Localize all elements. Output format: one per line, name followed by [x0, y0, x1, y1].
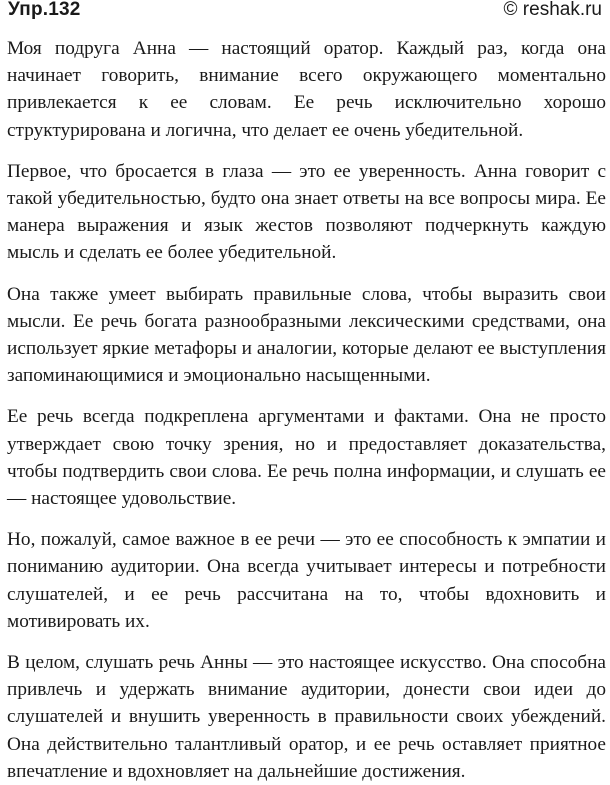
paragraph-5: Но, пожалуй, самое важное в ее речи — это ее способность к эмпатии и пониманию аудитории. Она всегда учитывает интересы и потребности слушателей, и ее речь рассчитана на то, чтобы вдохновить и мотивировать их.	[7, 529, 606, 632]
paragraph-3: Она также умеет выбирать правильные слова, чтобы выразить свои мысли. Ее речь богата разнообразными лексическими средствами, она использует яркие метафоры и аналогии, которые делают ее выступления запоминающимися и эмоционально насыщенными.	[7, 283, 606, 387]
essay-text	[4, 35, 606, 785]
paragraph-4: Ее речь всегда подкреплена аргументами и фактами. Она не просто утверждает свою точку зрения, но и предоставляет доказательства, чтобы подтвердить свои слова. Ее речь полна информации, и слушать ее — настоящее удовольствие.	[7, 406, 606, 510]
paragraph-1: Моя подруга Анна — настоящий оратор. Каждый раз, когда она начинает говорить, внимание всего окружающего моментально привлекается к ее словам. Ее речь исключительно хорошо структурирована и логична, что делает ее очень убедительной.	[7, 38, 606, 141]
paragraph-6: В целом, слушать речь Анны — это настоящее искусство. Она способна привлечь и удержать внимание аудитории, донести свои идеи до слушателей и внушить уверенность в правильности своих убеждений. Она действительно талантливый оратор, и ее речь оставляет приятное впечатление и вдохновляет на дальнейшие достижения.	[7, 652, 606, 782]
site-watermark: © reshak.ru	[503, 0, 602, 20]
page-header	[4, 0, 606, 26]
exercise-title: Упр.132	[8, 0, 81, 20]
paragraph-2: Первое, что бросается в глаза — это ее уверенность. Анна говорит с такой убедительностью, будто она знает ответы на все вопросы мира. Ее манера выражения и язык жестов позволяют подчеркнуть каждую мысль и сделать ее более убедительной.	[7, 160, 606, 264]
